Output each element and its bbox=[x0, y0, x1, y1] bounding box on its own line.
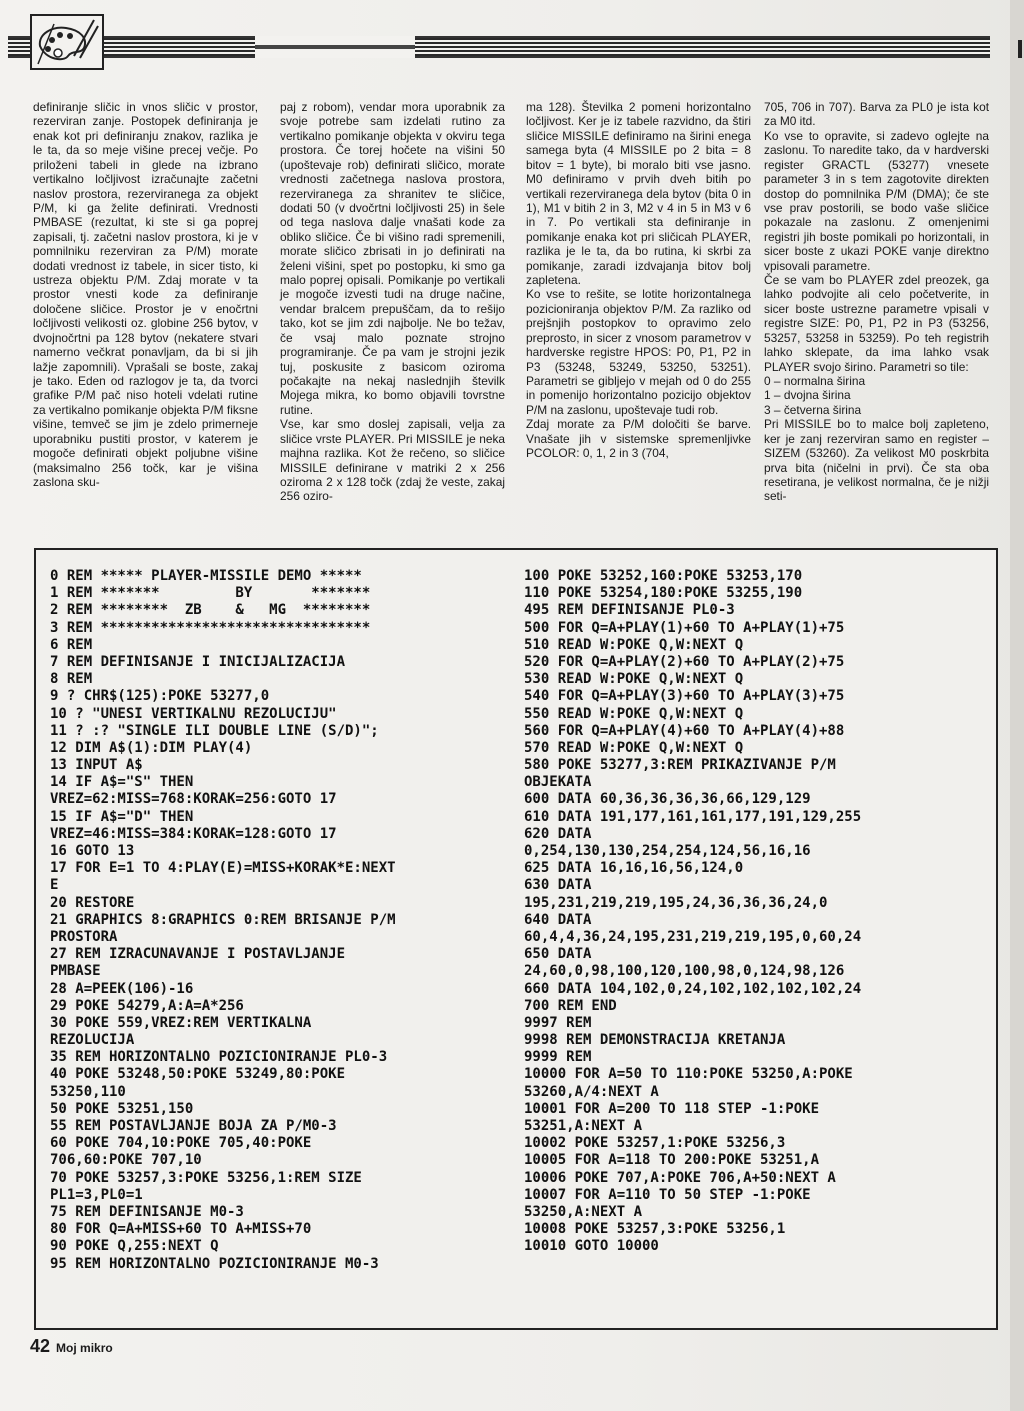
code-line: 16 GOTO 13 bbox=[50, 843, 135, 859]
code-line: 12 DIM A$(1):DIM PLAY(4) bbox=[50, 739, 253, 756]
code-line: 27 REM IZRACUNAVANJE I POSTAVLJANJE bbox=[50, 946, 346, 963]
code-line: 10 ? "UNESI VERTIKALNU REZOLUCIJU" bbox=[50, 705, 337, 722]
code-line: 560 FOR Q=A+PLAY(4)+60 TO A+PLAY(4)+88 bbox=[524, 722, 845, 739]
code-line: 0 REM ***** PLAYER-MISSILE DEMO ***** bbox=[50, 568, 362, 584]
code-listing-right bbox=[524, 568, 984, 1256]
code-line: 2 REM ******** ZB & MG ******** bbox=[50, 602, 371, 619]
code-line: 80 FOR Q=A+MISS+60 TO A+MISS+70 bbox=[50, 1221, 312, 1238]
code-line: OBJEKATA bbox=[524, 774, 592, 791]
code-line: 14 IF A$="S" THEN bbox=[50, 774, 194, 791]
code-listing-left bbox=[50, 568, 500, 1273]
page-edge bbox=[1010, 0, 1024, 1411]
magazine-name: Moj mikro bbox=[56, 1341, 113, 1355]
code-line: 0,254,130,130,254,254,124,56,16,16 bbox=[524, 843, 811, 859]
page-footer bbox=[30, 1336, 113, 1357]
code-line: 495 REM DEFINISANJE PL0-3 bbox=[524, 602, 735, 619]
code-line: 35 REM HORIZONTALNO POZICIONIRANJE PL0-3 bbox=[50, 1049, 388, 1066]
code-line: 520 FOR Q=A+PLAY(2)+60 TO A+PLAY(2)+75 bbox=[524, 653, 845, 670]
code-line: 17 FOR E=1 TO 4:PLAY(E)=MISS+KORAK*E:NEXT bbox=[50, 860, 396, 877]
header-gap-line bbox=[255, 45, 415, 49]
code-line: 110 POKE 53254,180:POKE 53255,190 bbox=[524, 585, 803, 602]
code-line: 620 DATA bbox=[524, 825, 592, 842]
code-line: 500 FOR Q=A+PLAY(1)+60 TO A+PLAY(1)+75 bbox=[524, 619, 845, 636]
code-line: 8 REM bbox=[50, 671, 93, 688]
code-line: 90 POKE Q,255:NEXT Q bbox=[50, 1238, 219, 1255]
code-line: 530 READ W:POKE Q,W:NEXT Q bbox=[524, 671, 744, 688]
code-line: 75 REM DEFINISANJE M0-3 bbox=[50, 1203, 244, 1220]
code-line: 9997 REM bbox=[524, 1014, 592, 1031]
code-line: 195,231,219,219,195,24,36,36,36,24,0 bbox=[524, 894, 828, 911]
code-line: 660 DATA 104,102,0,24,102,102,102,102,24 bbox=[524, 980, 862, 997]
code-line: REZOLUCIJA bbox=[50, 1032, 135, 1049]
code-line: 510 READ W:POKE Q,W:NEXT Q bbox=[524, 636, 744, 653]
code-line: 600 DATA 60,36,36,36,36,66,129,129 bbox=[524, 791, 811, 808]
code-line: 7 REM DEFINISANJE I INICIJALIZACIJA bbox=[50, 653, 346, 670]
code-line: 10010 GOTO 10000 bbox=[524, 1238, 659, 1255]
code-line: 570 READ W:POKE Q,W:NEXT Q bbox=[524, 739, 744, 756]
code-line: PROSTORA bbox=[50, 928, 118, 945]
code-line: 29 POKE 54279,A:A=A*256 bbox=[50, 997, 244, 1014]
code-line: 21 GRAPHICS 8:GRAPHICS 0:REM BRISANJE P/M bbox=[50, 911, 396, 928]
code-line: VREZ=62:MISS=768:KORAK=256:GOTO 17 bbox=[50, 791, 337, 808]
code-line: 28 A=PEEK(106)-16 bbox=[50, 980, 194, 997]
code-line: 40 POKE 53248,50:POKE 53249,80:POKE bbox=[50, 1066, 346, 1083]
article-column-1: definiranje sličic in vnos sličic v prostor, rezerviran zanje. Postopek definiranja je enak kot pri definiranju znakov, razlika je le ta, da so meje višine precej večje. Po priloženi tabeli in glede na izbrano vertikalno ločljivost izračunajte začetni naslov prostora, rezerviranega za objekt P/M, ki ga želite definirati. Vrednosti PMBASE (rezultat, ki ste si ga poprej zapisali, tj. začetni naslov prostora, ki je v pomnilniku rezerviran za P/M) morate dodati vrednost iz tabele, in sicer tisto, ki ustreza objektu P/M. Zdaj morate v ta prostor vnesti kode za definiranje določene sličice. Prostor je v enočrtni ločljivosti velikosti oz. globine 256 bytov, v dvojnočrtni pa 128 bytov (nekatere stvari namerno večkrat ponavljam, da bi si jih lažje zapomnili). Vprašali se boste, zakaj je tako. Eden od razlogov je ta, da tvorci grafike P/M pač niso hoteli vdelati rutine za vertikalno pomikanje objekta P/M fiksne višine, temveč se jim je zdelo primerneje uporabniku pustiti prostor, v katerem je mogoče definirati objekt poljubne višine (maksimalno 256 točk, kar je višina zaslona sku- bbox=[33, 100, 258, 489]
article-column-4: 705, 706 in 707). Barva za PL0 je ista kot za M0 itd. Ko vse to opravite, si zadevo oglejte na zaslonu. To naredite tako, da v hardverski register GRACTL (53277) vnesete parameter 3 in s tem zagotovite direkten dostop do pomnilnika P/M (DMA); če ste vse prav postorili, se bodo vaše sličice pokazale na zaslonu. Z omenjenimi registri jih boste pomikali po horizontali, in sicer boste z ukazi POKE vanje direktno vpisovali parametre. Če se vam bo PLAYER zdel preozek, ga lahko podvojite ali celo početverite, in sicer boste ustrezne parametre vpisali v registre SIZE: P0, P1, P2 in P3 (53256, 53257, 53258 in 53259). Po teh registrih lahko sklepate, da ima lahko vsak PLAYER svojo širino. Parametri so tile: 0 – normalna širina 1 – dvojna širina 3 – četverna širina Pri MISSILE bo to malce bolj zapleteno, ker je zanj rezerviran samo en register – SIZEM (53260). Za velikost M0 poskrbita prva bita (ničelni in prvi). Če sta oba resetirana, je velikost normalna, če je nižji seti- bbox=[764, 100, 989, 504]
code-line: 30 POKE 559,VREZ:REM VERTIKALNA bbox=[50, 1014, 312, 1031]
code-line: 9998 REM DEMONSTRACIJA KRETANJA bbox=[524, 1032, 786, 1049]
code-line: 10006 POKE 707,A:POKE 706,A+50:NEXT A bbox=[524, 1169, 836, 1186]
code-line: 610 DATA 191,177,161,161,177,191,129,255 bbox=[524, 808, 862, 825]
code-line: 630 DATA bbox=[524, 877, 592, 894]
code-line: 10001 FOR A=200 TO 118 STEP -1:POKE bbox=[524, 1100, 820, 1117]
page-edge-mark bbox=[1018, 40, 1022, 58]
code-line: 53251,A:NEXT A bbox=[524, 1118, 643, 1134]
code-line: 50 POKE 53251,150 bbox=[50, 1100, 194, 1117]
code-line: 24,60,0,98,100,120,100,98,0,124,98,126 bbox=[524, 963, 845, 980]
code-line: 550 READ W:POKE Q,W:NEXT Q bbox=[524, 705, 744, 722]
code-line: 706,60:POKE 707,10 bbox=[50, 1152, 202, 1169]
palette-brushes-icon bbox=[30, 14, 104, 70]
article-column-2: paj z robom), vendar mora uporabnik za svoje potrebe sam izdelati rutino za vertikalno pomikanje objekta v okviru tega prostora. Če torej hočete na višini 50 (upoštevaje rob) definirati sličico, morate vrednosti začetnega naslova prostora, rezerviranega za shranitev te sličice, dodati 50 (v dvočrtni ločljivosti 25) in šele od tega naslova dalje vnašati kode za obliko sličice. Če bi višino radi spremenili, morate sličico zbrisati in jo definirati na želeni višini, spet po postopku, ki smo ga malo poprej opisali. Pomikanje po vertikali je mogoče izvesti tudi na druge načine, vendar bralcem prepuščam, da to rešijo tako, kot se jim zdi najbolje. Ne bo težav, če vsaj malo poznate strojno programiranje. Če pa vam je strojni jezik tuj, poskusite z basicom oziroma počakajte na nekaj naslednjih številk Mojega mikra, ko bomo objavili tovrstne rutine. Vse, kar smo doslej zapisali, velja za sličice vrste PLAYER. Pri MISSILE je neka majhna razlika. Kot že rečeno, so sličice MISSILE definirane v matriki 2 x 256 oziroma 2 x 128 točk (zdaj že veste, zakaj 256 oziro- bbox=[280, 100, 505, 504]
code-line: 700 REM END bbox=[524, 997, 617, 1014]
code-line: VREZ=46:MISS=384:KORAK=128:GOTO 17 bbox=[50, 825, 337, 842]
code-line: 95 REM HORIZONTALNO POZICIONIRANJE M0-3 bbox=[50, 1255, 379, 1272]
page-number: 42 bbox=[30, 1336, 51, 1356]
code-line: 10000 FOR A=50 TO 110:POKE 53250,A:POKE bbox=[524, 1066, 853, 1083]
code-line: 580 POKE 53277,3:REM PRIKAZIVANJE P/M bbox=[524, 757, 836, 774]
header-rule bbox=[8, 36, 990, 58]
code-line: 70 POKE 53257,3:POKE 53256,1:REM SIZE bbox=[50, 1169, 362, 1186]
code-line: 10002 POKE 53257,1:POKE 53256,3 bbox=[524, 1135, 786, 1152]
code-line: 53260,A/4:NEXT A bbox=[524, 1083, 659, 1100]
code-line: 3 REM ******************************** bbox=[50, 619, 371, 636]
code-line: 60 POKE 704,10:POKE 705,40:POKE bbox=[50, 1135, 312, 1152]
code-line: 20 RESTORE bbox=[50, 894, 135, 911]
code-line: 10005 FOR A=118 TO 200:POKE 53251,A bbox=[524, 1152, 820, 1169]
code-line: 625 DATA 16,16,16,56,124,0 bbox=[524, 860, 744, 877]
code-line: 53250,A:NEXT A bbox=[524, 1203, 643, 1220]
code-line: PMBASE bbox=[50, 963, 101, 980]
code-line: PL1=3,PL0=1 bbox=[50, 1186, 143, 1203]
code-line: 540 FOR Q=A+PLAY(3)+60 TO A+PLAY(3)+75 bbox=[524, 688, 845, 705]
code-line: 10008 POKE 53257,3:POKE 53256,1 bbox=[524, 1221, 786, 1238]
code-line: 60,4,4,36,24,195,231,219,219,195,0,60,24 bbox=[524, 928, 862, 945]
code-line: 15 IF A$="D" THEN bbox=[50, 808, 194, 825]
code-line: 1 REM ******* BY ******* bbox=[50, 585, 371, 602]
code-line: 9999 REM bbox=[524, 1049, 592, 1066]
code-line: 13 INPUT A$ bbox=[50, 757, 143, 774]
code-line: 650 DATA bbox=[524, 946, 592, 963]
article-column-3: ma 128). Številka 2 pomeni horizontalno ločljivost. Ker je iz tabele razvidno, da štiri sličice MISSILE definiramo na širini enega samega byta (4 MISSILE po 2 bita = 8 bitov = 1 byte), bi moralo biti vse jasno. M0 definiramo v prvih dveh bitih po vertikali rezerviranega dela bytov (bita 0 in 1), M1 v bitih 2 in 3, M2 v 4 in 5 in M3 v 6 in 7. Po vertikali sta definiranje in pomikanje enaka kot pri sličicah PLAYER, razlika je le ta, da bo rutina, ki skrbi za pomikanje, zaradi izdvajanja bitov bolj zapletena. Ko vse to rešite, se lotite horizontalnega pozicioniranja objektov P/M. Za razliko od prejšnjih postopkov to opravimo zelo preprosto, in sicer z vnosom parametrov v hardverske registre HPOS: P0, P1, P2 in P3 (53248, 53249, 53250, 53251). Parametri se gibljejo v mejah od 0 do 255 in pomenijo horizontalno pozicijo objektov P/M na zaslonu, upoštevaje tudi rob. Zdaj morate za P/M določiti še barve. Vnašate jih v sistemske spremenljivke PCOLOR: 0, 1, 2 in 3 (704, bbox=[526, 100, 751, 461]
code-line: 53250,110 bbox=[50, 1083, 126, 1100]
code-line: 10007 FOR A=110 TO 50 STEP -1:POKE bbox=[524, 1186, 811, 1203]
code-line: 6 REM bbox=[50, 636, 93, 653]
code-line: 55 REM POSTAVLJANJE BOJA ZA P/M0-3 bbox=[50, 1118, 337, 1134]
code-line: 9 ? CHR$(125):POKE 53277,0 bbox=[50, 688, 270, 705]
code-line: 640 DATA bbox=[524, 911, 592, 928]
code-line: 100 POKE 53252,160:POKE 53253,170 bbox=[524, 568, 803, 584]
code-line: E bbox=[50, 877, 59, 894]
code-line: 11 ? :? "SINGLE ILI DOUBLE LINE (S/D)"; bbox=[50, 722, 379, 739]
